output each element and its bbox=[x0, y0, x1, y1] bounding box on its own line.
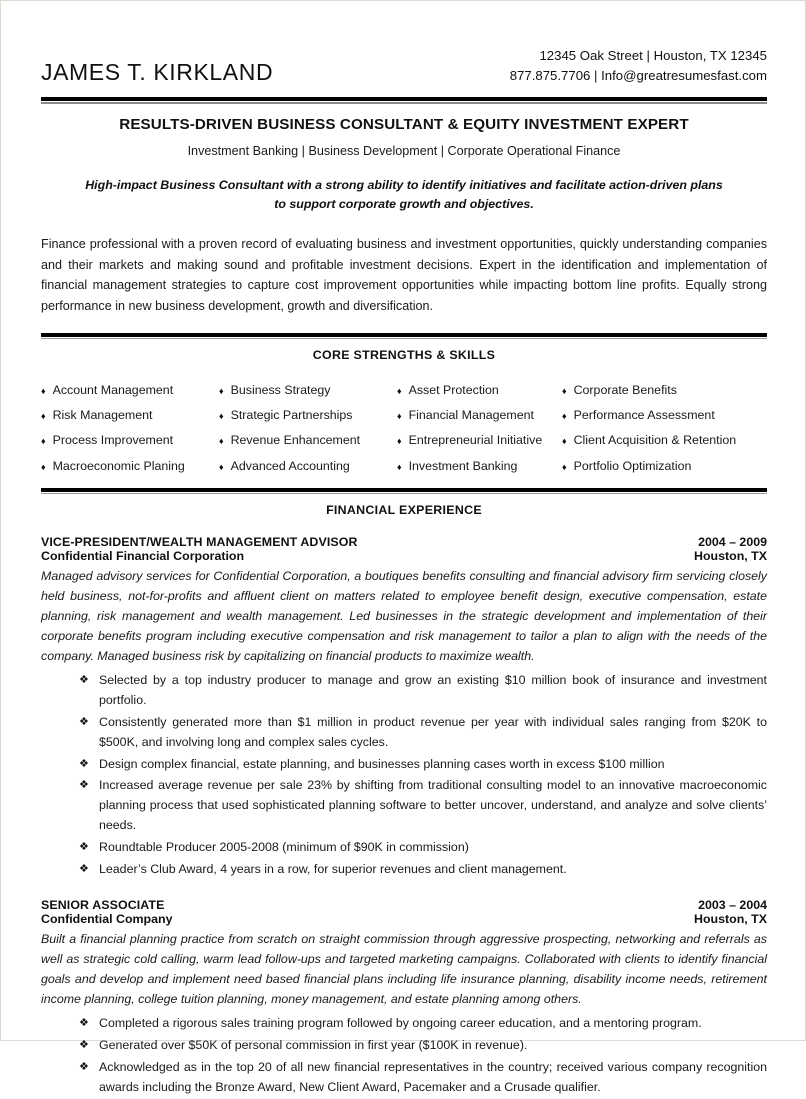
job-dates: 2003 – 2004 bbox=[698, 897, 767, 912]
job-bullet-list bbox=[41, 1014, 767, 1097]
skill-label: Risk Management bbox=[52, 408, 153, 423]
diamond-outline-bullet-icon: ❖ bbox=[79, 757, 89, 770]
bullet-item bbox=[79, 1036, 767, 1056]
diamond-bullet-icon: ♦ bbox=[219, 411, 224, 422]
skill-label: Client Acquisition & Retention bbox=[573, 433, 737, 448]
job-dates: 2004 – 2009 bbox=[698, 534, 767, 549]
skill-label: Account Management bbox=[52, 382, 174, 397]
core-strengths-grid bbox=[41, 378, 767, 479]
diamond-outline-bullet-icon: ❖ bbox=[79, 862, 89, 875]
candidate-name: JAMES T. KIRKLAND bbox=[41, 58, 274, 85]
bullet-item bbox=[79, 1014, 767, 1034]
diamond-bullet-icon: ♦ bbox=[219, 436, 224, 447]
section-title-experience: FINANCIAL EXPERIENCE bbox=[326, 502, 482, 517]
bullet-text: Consistently generated more than $1 million in product revenue per year with individual sales ranging from $20K to $500K, and involving long and complex sales cycles. bbox=[99, 714, 767, 749]
bullet-text: Roundtable Producer 2005-2008 (minimum of $90K in commission) bbox=[99, 839, 469, 854]
skill-item bbox=[219, 403, 397, 428]
resume-header bbox=[41, 1, 767, 87]
diamond-bullet-icon: ♦ bbox=[41, 411, 46, 422]
skill-item bbox=[41, 454, 219, 479]
professional-title: RESULTS-DRIVEN BUSINESS CONSULTANT & EQUITY INVESTMENT EXPERT bbox=[119, 115, 689, 133]
job-header-row bbox=[41, 535, 767, 549]
diamond-bullet-icon: ♦ bbox=[41, 461, 46, 472]
skill-label: Asset Protection bbox=[408, 382, 499, 397]
diamond-outline-bullet-icon: ❖ bbox=[79, 779, 89, 792]
job-location: Houston, TX bbox=[694, 911, 767, 926]
skill-label: Investment Banking bbox=[408, 458, 518, 473]
skill-item bbox=[397, 403, 562, 428]
skill-item bbox=[562, 403, 767, 428]
header-divider bbox=[41, 97, 767, 104]
skill-label: Corporate Benefits bbox=[573, 382, 677, 397]
job-company-row bbox=[41, 912, 767, 926]
diamond-bullet-icon: ♦ bbox=[41, 385, 46, 396]
diamond-bullet-icon: ♦ bbox=[219, 461, 224, 472]
skill-label: Performance Assessment bbox=[573, 408, 715, 423]
diamond-bullet-icon: ♦ bbox=[397, 385, 402, 396]
skill-label: Strategic Partnerships bbox=[230, 408, 353, 423]
bullet-text: Generated over $50K of personal commission in first year ($100K in revenue). bbox=[99, 1037, 528, 1052]
contact-block bbox=[510, 46, 767, 87]
job-header-row bbox=[41, 898, 767, 912]
skill-item bbox=[41, 378, 219, 403]
bullet-text: Selected by a top industry producer to manage and grow an existing $10 million book of insurance and investment portfolio. bbox=[99, 673, 767, 708]
job-location: Houston, TX bbox=[694, 548, 767, 563]
diamond-bullet-icon: ♦ bbox=[397, 436, 402, 447]
bullet-text: Completed a rigorous sales training program followed by ongoing career education, and a mentoring program. bbox=[99, 1016, 702, 1030]
skill-label: Advanced Accounting bbox=[230, 458, 350, 473]
skill-label: Portfolio Optimization bbox=[573, 458, 692, 473]
specialties-line: Investment Banking | Business Development | Corporate Operational Finance bbox=[187, 143, 621, 158]
job-entry bbox=[41, 898, 767, 1098]
job-title: SENIOR ASSOCIATE bbox=[41, 897, 165, 912]
bullet-item bbox=[79, 671, 767, 711]
diamond-outline-bullet-icon: ❖ bbox=[79, 1060, 89, 1073]
skill-item bbox=[219, 454, 397, 479]
diamond-outline-bullet-icon: ❖ bbox=[79, 1017, 89, 1029]
tagline: High-impact Business Consultant with a strong ability to identify initiatives and facilitate action-driven plans to support corporate growth and objectives. bbox=[85, 177, 723, 212]
diamond-outline-bullet-icon: ❖ bbox=[79, 674, 89, 687]
diamond-outline-bullet-icon: ❖ bbox=[79, 715, 89, 728]
job-company: Confidential Financial Corporation bbox=[41, 548, 245, 563]
job-company: Confidential Company bbox=[41, 911, 173, 926]
job-entry bbox=[41, 535, 767, 880]
skill-item bbox=[397, 428, 562, 453]
diamond-bullet-icon: ♦ bbox=[562, 436, 567, 447]
bullet-item bbox=[79, 713, 767, 753]
bullet-item bbox=[79, 776, 767, 836]
skill-item bbox=[219, 378, 397, 403]
skill-label: Process Improvement bbox=[52, 433, 174, 448]
bullet-text: Design complex financial, estate planning, and businesses planning cases worth in excess $100 million bbox=[99, 756, 665, 771]
bullet-item bbox=[79, 860, 767, 880]
skill-item bbox=[41, 428, 219, 453]
bullet-item bbox=[79, 838, 767, 858]
diamond-outline-bullet-icon: ❖ bbox=[79, 840, 89, 853]
bullet-text: Leader’s Club Award, 4 years in a row, for superior revenues and client management. bbox=[99, 861, 567, 876]
contact-address: 12345 Oak Street | Houston, TX 12345 bbox=[539, 48, 767, 63]
skill-item bbox=[562, 454, 767, 479]
skill-item bbox=[562, 378, 767, 403]
skill-label: Revenue Enhancement bbox=[230, 433, 361, 448]
diamond-bullet-icon: ♦ bbox=[562, 411, 567, 422]
diamond-bullet-icon: ♦ bbox=[397, 461, 402, 472]
bullet-text: Increased average revenue per sale 23% by shifting from traditional consulting model to an innovative macroeconomic planning process that used sophisticated planning software to better uncover, understand, and analyze and solve clients’ needs. bbox=[99, 778, 767, 833]
professional-summary: Finance professional with a proven record of evaluating business and investment opportunities, quickly understanding companies and their markets and making sound and profitable investment decisions. Expert in the identification and implementation of financial management strategies to capture cost improvement opportunities while impacting bottom line profits. Equally strong performance in new business development, growth and diversification. bbox=[41, 237, 767, 313]
diamond-bullet-icon: ♦ bbox=[41, 436, 46, 447]
section-title-core-strengths: CORE STRENGTHS & SKILLS bbox=[312, 347, 496, 362]
contact-phone-email: 877.875.7706 | Info@greatresumesfast.com bbox=[509, 68, 767, 84]
job-title: VICE-PRESIDENT/WEALTH MANAGEMENT ADVISOR bbox=[41, 534, 358, 549]
skill-item bbox=[562, 428, 767, 453]
resume-content bbox=[41, 1, 767, 1099]
bullet-text: Acknowledged as in the top 20 of all new financial representatives in the country; received various company recognition awards including the Bronze Award, New Client Award, Pacemaker and a Crusade qualifier. bbox=[99, 1059, 767, 1094]
skill-item bbox=[397, 454, 562, 479]
skill-item bbox=[219, 428, 397, 453]
skill-label: Business Strategy bbox=[230, 382, 331, 397]
diamond-bullet-icon: ♦ bbox=[562, 385, 567, 396]
experience-divider bbox=[41, 488, 767, 494]
bullet-item bbox=[79, 1058, 767, 1098]
skill-label: Macroeconomic Planing bbox=[52, 458, 185, 473]
skill-item bbox=[397, 378, 562, 403]
job-bullet-list bbox=[41, 671, 767, 879]
bullet-item bbox=[79, 755, 767, 775]
job-description: Managed advisory services for Confidential Corporation, a boutiques benefits consulting and financial advisory firm servicing closely held business, not-for-profits and affluent client on matters related to employee benefit design, executive compensation, estate planning, risk management and wealth management. Led businesses in the strategic development and implementation of their corporate benefits program including executive compensation and risk management to tailor a plan to align with the needs of the company. Managed business risk by capitalizing on financial products to maximize wealth. bbox=[41, 568, 767, 664]
skill-item bbox=[41, 403, 219, 428]
diamond-bullet-icon: ♦ bbox=[219, 385, 224, 396]
skill-label: Financial Management bbox=[408, 408, 534, 423]
job-company-row bbox=[41, 549, 767, 563]
diamond-bullet-icon: ♦ bbox=[562, 461, 567, 472]
job-description: Built a financial planning practice from scratch on straight commission through aggressive prospecting, networking and referrals as well as strategic cold calling, warm lead follow-ups and targeted marketing campaigns. Collaborated with clients to identify financial goals and develop and implement need based financial plans including life insurance planning, disability income needs, retirement income planning, college tuition planning, money management, and estate planning among others. bbox=[41, 931, 767, 1006]
diamond-bullet-icon: ♦ bbox=[397, 411, 402, 422]
diamond-outline-bullet-icon: ❖ bbox=[79, 1038, 89, 1051]
skill-label: Entrepreneurial Initiative bbox=[408, 433, 543, 448]
core-strengths-divider bbox=[41, 333, 767, 339]
